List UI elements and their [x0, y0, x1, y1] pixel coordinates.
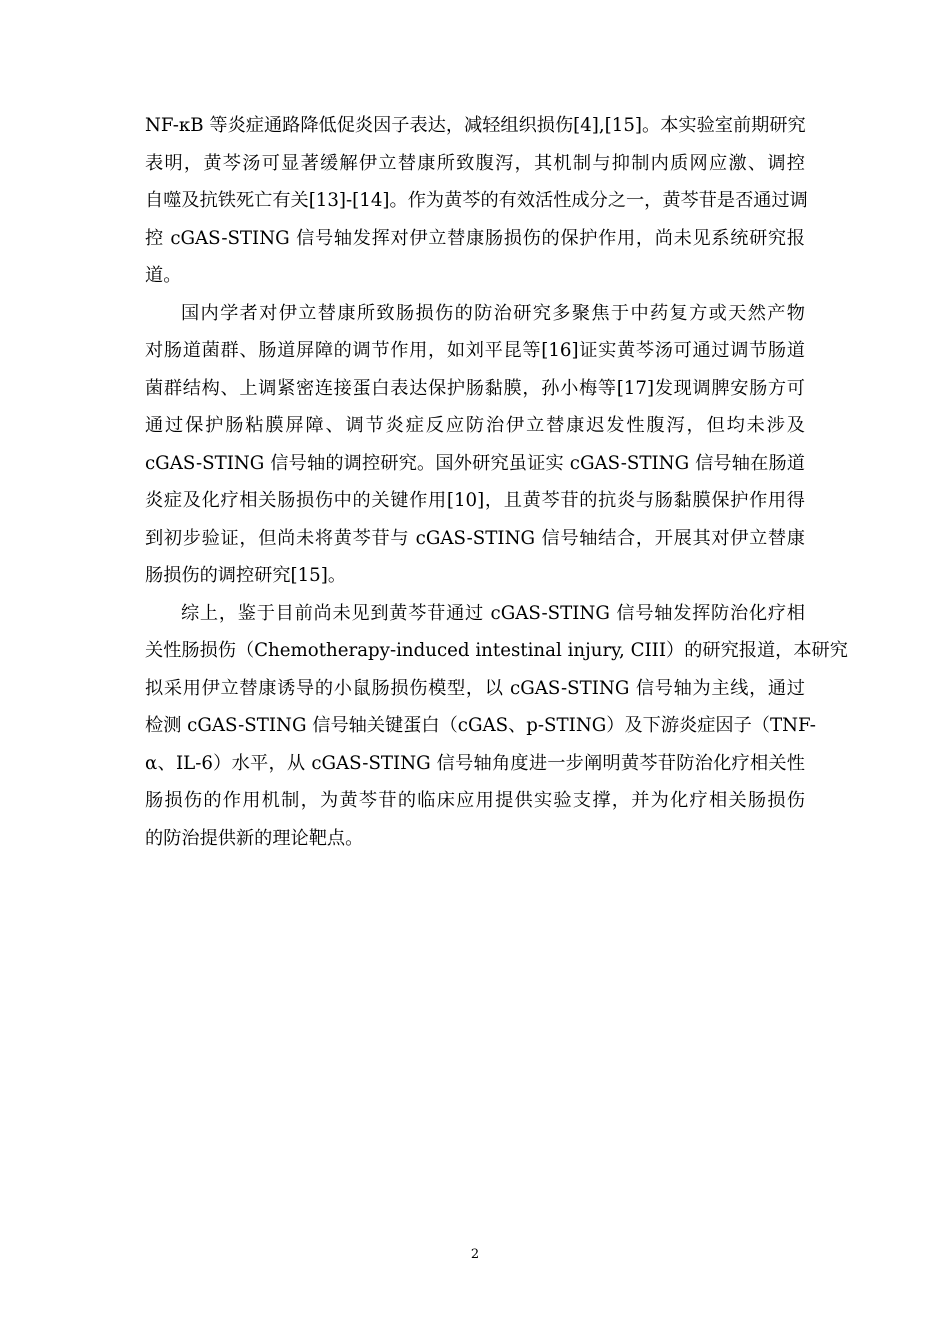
text-line: 道。: [145, 265, 182, 286]
text-line: α、IL-6）水平，从 cGAS-STING 信号轴角度进一步阐明黄芩苷防治化疗相关性: [145, 752, 805, 774]
text-line: 炎症及化疗相关肠损伤中的关键作用[10]，且黄芩苷的抗炎与肠黏膜保护作用得: [145, 490, 805, 511]
text-line: 控 cGAS-STING 信号轴发挥对伊立替康肠损伤的保护作用，尚未见系统研究报: [145, 227, 805, 249]
text-line: 检测 cGAS-STING 信号轴关键蛋白（cGAS、p-STING）及下游炎症因子（TNF-: [145, 715, 816, 736]
text-line: 到初步验证，但尚未将黄芩苷与 cGAS-STING 信号轴结合，开展其对伊立替康: [145, 527, 805, 549]
body-text: [145, 107, 848, 857]
text-line: cGAS-STING 信号轴的调控研究。国外研究虽证实 cGAS-STING 信号轴在肠道: [145, 452, 805, 474]
text-line: 关性肠损伤（Chemotherapy-induced intestinal injury, CIII）的研究报道，本研究: [145, 640, 848, 661]
text-line: 表明，黄芩汤可显著缓解伊立替康所致腹泻，其机制与抑制内质网应激、调控: [145, 152, 805, 174]
text-line: 通过保护肠粘膜屏障、调节炎症反应防治伊立替康迟发性腹泻，但均未涉及: [145, 415, 805, 436]
text-line: 拟采用伊立替康诱导的小鼠肠损伤模型，以 cGAS-STING 信号轴为主线，通过: [145, 677, 805, 699]
text-line: NF-κB 等炎症通路降低促炎因子表达，减轻组织损伤[4],[15]。本实验室前期研究: [145, 115, 806, 136]
text-line: 对肠道菌群、肠道屏障的调节作用，如刘平昆等[16]证实黄芩汤可通过调节肠道: [145, 340, 805, 361]
page-number: 2: [470, 1247, 480, 1262]
text-line: 肠损伤的调控研究[15]。: [145, 565, 347, 586]
text-line: 综上，鉴于目前尚未见到黄芩苷通过 cGAS-STING 信号轴发挥防治化疗相: [181, 602, 805, 624]
text-line: 国内学者对伊立替康所致肠损伤的防治研究多聚焦于中药复方或天然产物: [181, 302, 805, 324]
text-line: 肠损伤的作用机制，为黄芩苷的临床应用提供实验支撑，并为化疗相关肠损伤: [145, 790, 805, 811]
text-line: 菌群结构、上调紧密连接蛋白表达保护肠黏膜，孙小梅等[17]发现调脾安肠方可: [145, 377, 805, 399]
text-line: 的防治提供新的理论靶点。: [145, 827, 364, 849]
text-line: 自噬及抗铁死亡有关[13]-[14]。作为黄芩的有效活性成分之一，黄芩苷是否通过调: [145, 190, 808, 211]
